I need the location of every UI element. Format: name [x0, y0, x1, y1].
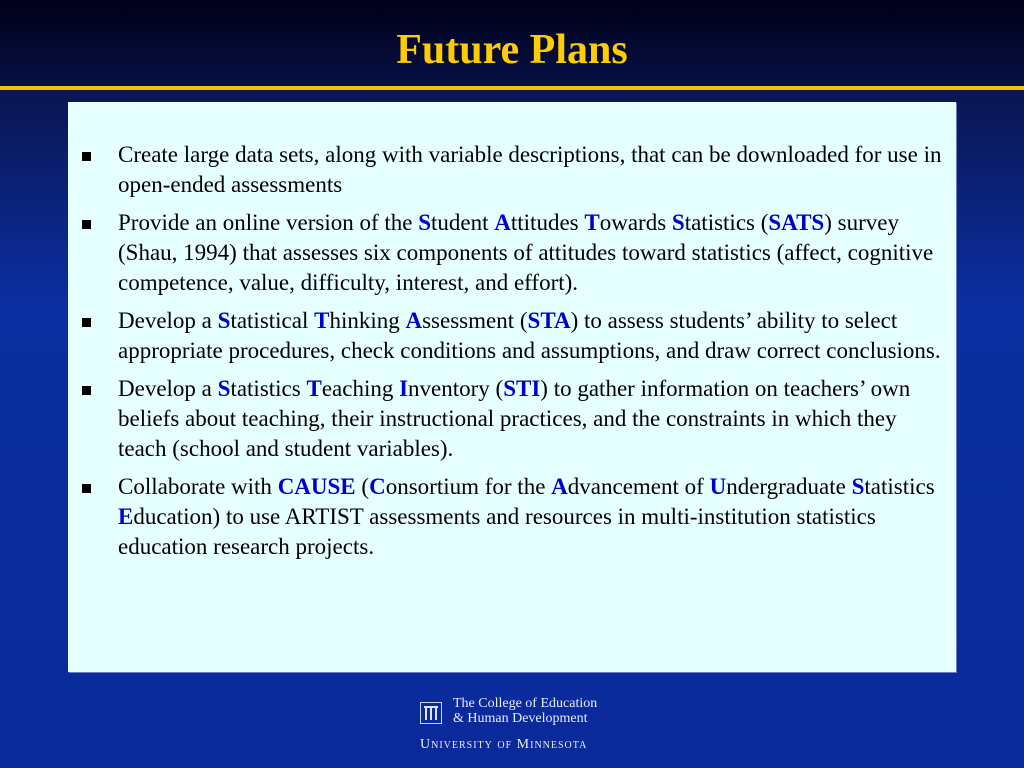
university-name: University of Minnesota	[420, 737, 588, 752]
bullet-text: ndergraduate	[726, 474, 852, 499]
bullet-text: eaching	[321, 376, 400, 401]
highlighted-text: T	[314, 308, 330, 333]
square-bullet-icon	[82, 484, 91, 493]
highlighted-text: S	[671, 210, 685, 235]
bullet-text: tudent	[431, 210, 495, 235]
bullet-text: nventory (	[408, 376, 504, 401]
bullet-text: dvancement of	[567, 474, 710, 499]
bullet-text: Develop a	[118, 308, 218, 333]
bullet-text: ttitudes	[510, 210, 585, 235]
bullet-text: tatistics	[230, 376, 307, 401]
bullet-text: tatistical	[230, 308, 315, 333]
highlighted-text: T	[584, 210, 600, 235]
footer-logo	[420, 696, 620, 760]
highlighted-text: S	[851, 474, 865, 499]
college-name-line1: The College of Education	[453, 696, 598, 711]
bullet-item	[68, 472, 956, 562]
bullet-text: ) to gather information on teachers’ own beliefs about teaching, their instructional practices, and the constraints in which they teach (school and student variables).	[118, 376, 911, 461]
bullet-text: ) to assess students’ ability to select appropriate procedures, check conditions and assumptions, and draw correct conclusions.	[118, 308, 941, 363]
bullet-text: ssessment (	[422, 308, 528, 333]
square-bullet-icon	[82, 220, 91, 229]
bullet-text: tatistics (	[684, 210, 769, 235]
highlighted-text: SATS	[768, 210, 825, 235]
title-divider	[0, 86, 1024, 90]
square-bullet-icon	[82, 386, 91, 395]
bullet-text: Collaborate with	[118, 474, 278, 499]
highlighted-text: A	[551, 474, 568, 499]
bullet-text: tatistics	[864, 474, 935, 499]
bullet-item	[68, 306, 956, 366]
bullet-text: hinking	[329, 308, 406, 333]
highlighted-text: C	[369, 474, 386, 499]
highlighted-text: A	[494, 210, 511, 235]
highlighted-text: E	[118, 504, 134, 529]
bullet-text: ducation) to use ARTIST assessments and resources in multi-institution statistics education research projects.	[118, 504, 876, 559]
bullet-text: ) survey (Shau, 1994) that assesses six components of attitudes toward statistics (affect, cognitive competence, value, difficulty, interest, and effort).	[118, 210, 934, 295]
highlighted-text: A	[405, 308, 423, 333]
highlighted-text: I	[399, 376, 409, 401]
content-panel	[68, 102, 956, 672]
square-bullet-icon	[82, 318, 91, 327]
bullet-item	[68, 140, 956, 200]
slide-title: Future Plans	[396, 27, 628, 73]
bullet-list	[68, 140, 956, 570]
bullet-text: owards	[599, 210, 672, 235]
bullet-text: (	[355, 474, 370, 499]
square-bullet-icon	[82, 152, 91, 161]
highlighted-text: STI	[503, 376, 541, 401]
bullet-text: onsortium for the	[385, 474, 552, 499]
college-name-line2: & Human Development	[453, 711, 588, 726]
bullet-item	[68, 208, 956, 298]
highlighted-text: S	[418, 210, 432, 235]
highlighted-text: STA	[527, 308, 571, 333]
college-name	[453, 696, 597, 726]
highlighted-text: U	[709, 474, 727, 499]
highlighted-text: T	[306, 376, 322, 401]
highlighted-text: S	[217, 308, 231, 333]
building-columns-icon	[420, 702, 442, 724]
bullet-text: Provide an online version of the	[118, 210, 419, 235]
highlighted-text: S	[217, 376, 231, 401]
highlighted-text: CAUSE	[277, 474, 356, 499]
bullet-text: Develop a	[118, 376, 218, 401]
bullet-item	[68, 374, 956, 464]
bullet-text: Create large data sets, along with variable descriptions, that can be downloaded for use in open-ended assessments	[118, 142, 942, 197]
